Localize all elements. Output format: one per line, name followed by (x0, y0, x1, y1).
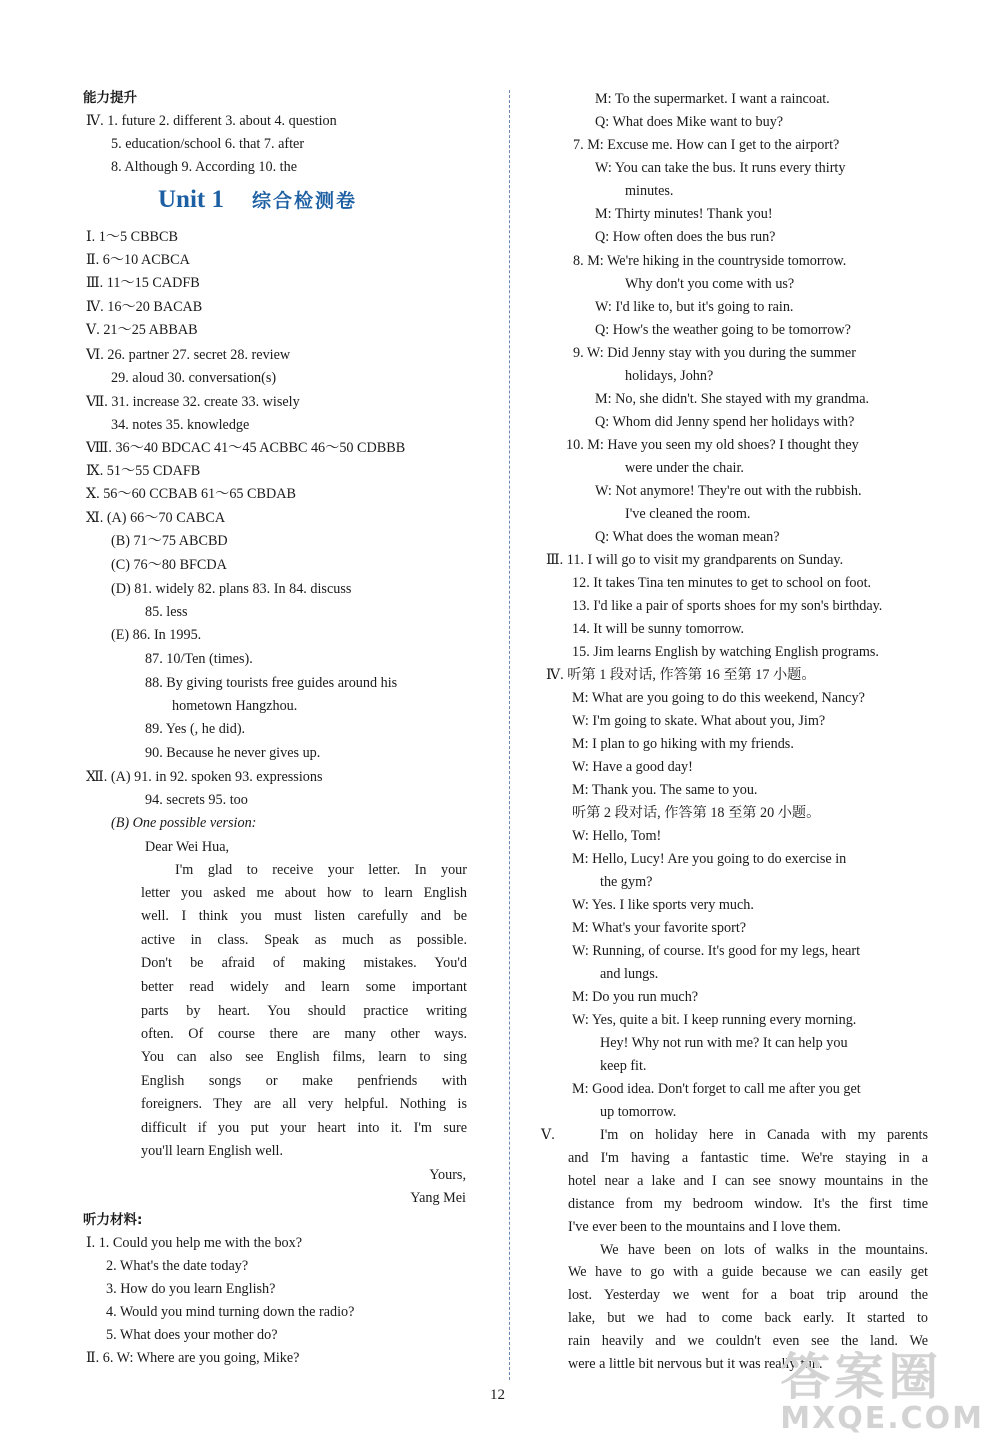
paragraph-line: We have been on lots of walks in the mountains. (600, 1242, 928, 1258)
column-divider (509, 90, 510, 1380)
text-line: Q: How often does the bus run? (595, 229, 776, 245)
text-line: hometown Hangzhou. (172, 698, 298, 714)
paragraph-line: lost. Yesterday we went for a boat trip around the (568, 1287, 928, 1303)
text-line: Q: What does Mike want to buy? (595, 114, 784, 130)
watermark-main: 答案圈 (780, 1348, 943, 1406)
text-line: were under the chair. (625, 460, 744, 476)
paragraph-line: well. I think you must listen carefully and be (141, 908, 467, 924)
text-line: Ⅶ. 31. increase 32. create 33. wisely (86, 394, 300, 410)
paragraph-line: rain heavily and we couldn't even see the land. We (568, 1333, 928, 1349)
signoff-line: Yours, (429, 1167, 466, 1183)
text-line: 5. What does your mother do? (106, 1327, 278, 1343)
text-line: holidays, John? (625, 368, 714, 384)
text-line: Ⅳ. 1. future 2. different 3. about 4. question (86, 113, 337, 129)
text-line: 听力材料: (83, 1212, 143, 1228)
text-line: 8. Although 9. According 10. the (111, 159, 297, 175)
text-line: W: Hello, Tom! (572, 828, 662, 844)
text-line: keep fit. (600, 1058, 647, 1074)
text-line: 能力提升 (83, 90, 137, 106)
text-line: 5. education/school 6. that 7. after (111, 136, 305, 152)
paragraph-line: Don't be afraid of making mistakes. You'd (141, 955, 467, 971)
text-line: M: I plan to go hiking with my friends. (572, 736, 794, 752)
page-number: 12 (490, 1387, 505, 1403)
unit-title-main: Unit 1 (158, 186, 224, 213)
text-line: W: Have a good day! (572, 759, 693, 775)
paragraph-line: difficult if you put your heart into it. I'm sure (141, 1120, 467, 1136)
watermark-url: MXQE.COM (780, 1401, 984, 1436)
text-line: Q: What does the woman mean? (595, 529, 780, 545)
text-line: Ⅻ. (A) 91. in 92. spoken 93. expressions (86, 769, 323, 785)
text-line: Q: How's the weather going to be tomorrow? (595, 322, 851, 338)
paragraph-line: active in class. Speak as much as possible. (141, 932, 467, 948)
text-line: 听第 2 段对话, 作答第 18 至第 20 小题。 (572, 805, 821, 821)
text-line: 34. notes 35. knowledge (111, 417, 250, 433)
text-line: up tomorrow. (600, 1104, 677, 1120)
text-line: the gym? (600, 874, 653, 890)
text-line: and lungs. (600, 966, 659, 982)
text-line: (E) 86. In 1995. (111, 627, 202, 643)
paragraph-line: foreigners. They are all very helpful. Nothing is (141, 1096, 467, 1112)
text-line: Ⅲ. 11～15 CADFB (86, 275, 200, 291)
paragraph-line: lake, but we had to come back early. It started to (568, 1310, 928, 1326)
text-line: Ⅵ. 26. partner 27. secret 28. review (86, 347, 291, 363)
text-line: Ⅰ. 1. Could you help me with the box? (86, 1235, 303, 1251)
text-line: W: Not anymore! They're out with the rubbish. (595, 483, 862, 499)
text-line: 87. 10/Ten (times). (145, 651, 253, 667)
text-line: M: Thirty minutes! Thank you! (595, 206, 773, 222)
text-line: W: I'm going to skate. What about you, Jim? (572, 713, 826, 729)
text-line: M: Thank you. The same to you. (572, 782, 758, 798)
text-line: M: Hello, Lucy! Are you going to do exercise in (572, 851, 847, 867)
paragraph-line: English songs or make penfriends with (141, 1073, 467, 1089)
text-line: Ⅷ. 36～40 BDCAC 41～45 ACBBC 46～50 CDBBB (86, 440, 406, 456)
text-line: M: Do you run much? (572, 989, 699, 1005)
text-line: M: To the supermarket. I want a raincoat. (595, 91, 830, 107)
paragraph-line: better read widely and learn some important (141, 979, 467, 995)
paragraph-line: I've ever been to the mountains and I love them. (568, 1219, 841, 1235)
paragraph-line: We have to go with a guide because we can easily get (568, 1264, 928, 1280)
text-line: (B) One possible version: (111, 815, 257, 831)
text-line: W: Yes, quite a bit. I keep running every morning. (572, 1012, 857, 1028)
text-line: Ⅴ. (541, 1127, 555, 1143)
text-line: Ⅳ. 听第 1 段对话, 作答第 16 至第 17 小题。 (546, 667, 816, 683)
unit-title-sub: 综合检测卷 (251, 190, 357, 212)
text-line: (D) 81. widely 82. plans 83. In 84. discuss (111, 581, 352, 597)
text-line: 7. M: Excuse me. How can I get to the airport? (573, 137, 840, 153)
text-line: Ⅹ. 56～60 CCBAB 61～65 CBDAB (86, 486, 296, 502)
text-line: 2. What's the date today? (106, 1258, 249, 1274)
paragraph-line: were a little bit nervous but it was really fun. (568, 1356, 823, 1372)
paragraph-line: You can also see English films, learn to sing (141, 1049, 467, 1065)
text-line: 15. Jim learns English by watching English programs. (572, 644, 879, 660)
text-line: 8. M: We're hiking in the countryside tomorrow. (573, 253, 847, 269)
paragraph-line: I'm glad to receive your letter. In your (175, 862, 467, 878)
text-line: M: What are you going to do this weekend, Nancy? (572, 690, 865, 706)
unit-title (158, 186, 357, 214)
text-line: Ⅱ. 6. W: Where are you going, Mike? (86, 1350, 300, 1366)
text-line: 85. less (145, 604, 188, 620)
text-line: Ⅸ. 51～55 CDAFB (86, 463, 201, 479)
text-line: Q: Whom did Jenny spend her holidays with? (595, 414, 855, 430)
paragraph-line: hotel near a lake and I can see snowy mountains in the (568, 1173, 928, 1189)
text-line: (C) 76～80 BFCDA (111, 557, 227, 573)
text-line: 3. How do you learn English? (106, 1281, 276, 1297)
text-line: 90. Because he never gives up. (145, 745, 321, 761)
paragraph-line: distance from my bedroom window. It's the first time (568, 1196, 928, 1212)
text-line: 9. W: Did Jenny stay with you during the summer (573, 345, 856, 361)
text-line: W: You can take the bus. It runs every thirty (595, 160, 846, 176)
text-line: minutes. (625, 183, 674, 199)
watermark-logo (780, 1348, 984, 1436)
text-line: W: Yes. I like sports very much. (572, 897, 754, 913)
text-line: 14. It will be sunny tomorrow. (572, 621, 745, 637)
text-line: Why don't you come with us? (625, 276, 795, 292)
text-line: I've cleaned the room. (625, 506, 751, 522)
text-line: 89. Yes (, he did). (145, 721, 246, 737)
text-line: Ⅱ. 6～10 ACBCA (86, 252, 190, 268)
text-line: M: What's your favorite sport? (572, 920, 747, 936)
text-line: 10. M: Have you seen my old shoes? I thought they (566, 437, 859, 453)
paragraph-line: letter you asked me about how to learn English (141, 885, 467, 901)
paragraph-line: and I'm having a fantastic time. We're staying in a (568, 1150, 928, 1166)
text-line: 4. Would you mind turning down the radio? (106, 1304, 355, 1320)
paragraph-line: often. Of course there are many other ways. (141, 1026, 467, 1042)
text-line: Ⅺ. (A) 66～70 CABCA (86, 510, 226, 526)
signoff-line: Yang Mei (410, 1190, 466, 1206)
text-line: 94. secrets 95. too (145, 792, 248, 808)
paragraph-line: you'll learn English well. (141, 1143, 284, 1159)
text-line: W: Running, of course. It's good for my legs, heart (572, 943, 861, 959)
text-line: Dear Wei Hua, (145, 839, 230, 855)
text-line: 88. By giving tourists free guides around his (145, 675, 398, 691)
text-line: (B) 71～75 ABCBD (111, 533, 228, 549)
text-line: Ⅲ. 11. I will go to visit my grandparents on Sunday. (546, 552, 844, 568)
text-line: Hey! Why not run with me? It can help you (600, 1035, 848, 1051)
paragraph-line: I'm on holiday here in Canada with my parents (600, 1127, 928, 1143)
text-line: Ⅳ. 16～20 BACAB (86, 299, 203, 315)
text-line: M: Good idea. Don't forget to call me after you get (572, 1081, 861, 1097)
text-line: Ⅰ. 1～5 CBBCB (86, 229, 178, 245)
text-line: 12. It takes Tina ten minutes to get to school on foot. (572, 575, 872, 591)
paragraph-line: parts by heart. You should practice writing (141, 1003, 467, 1019)
text-line: W: I'd like to, but it's going to rain. (595, 299, 794, 315)
text-line: 13. I'd like a pair of sports shoes for my son's birthday. (572, 598, 883, 614)
text-line: Ⅴ. 21～25 ABBAB (86, 322, 198, 338)
text-line: M: No, she didn't. She stayed with my grandma. (595, 391, 870, 407)
text-line: 29. aloud 30. conversation(s) (111, 370, 277, 386)
